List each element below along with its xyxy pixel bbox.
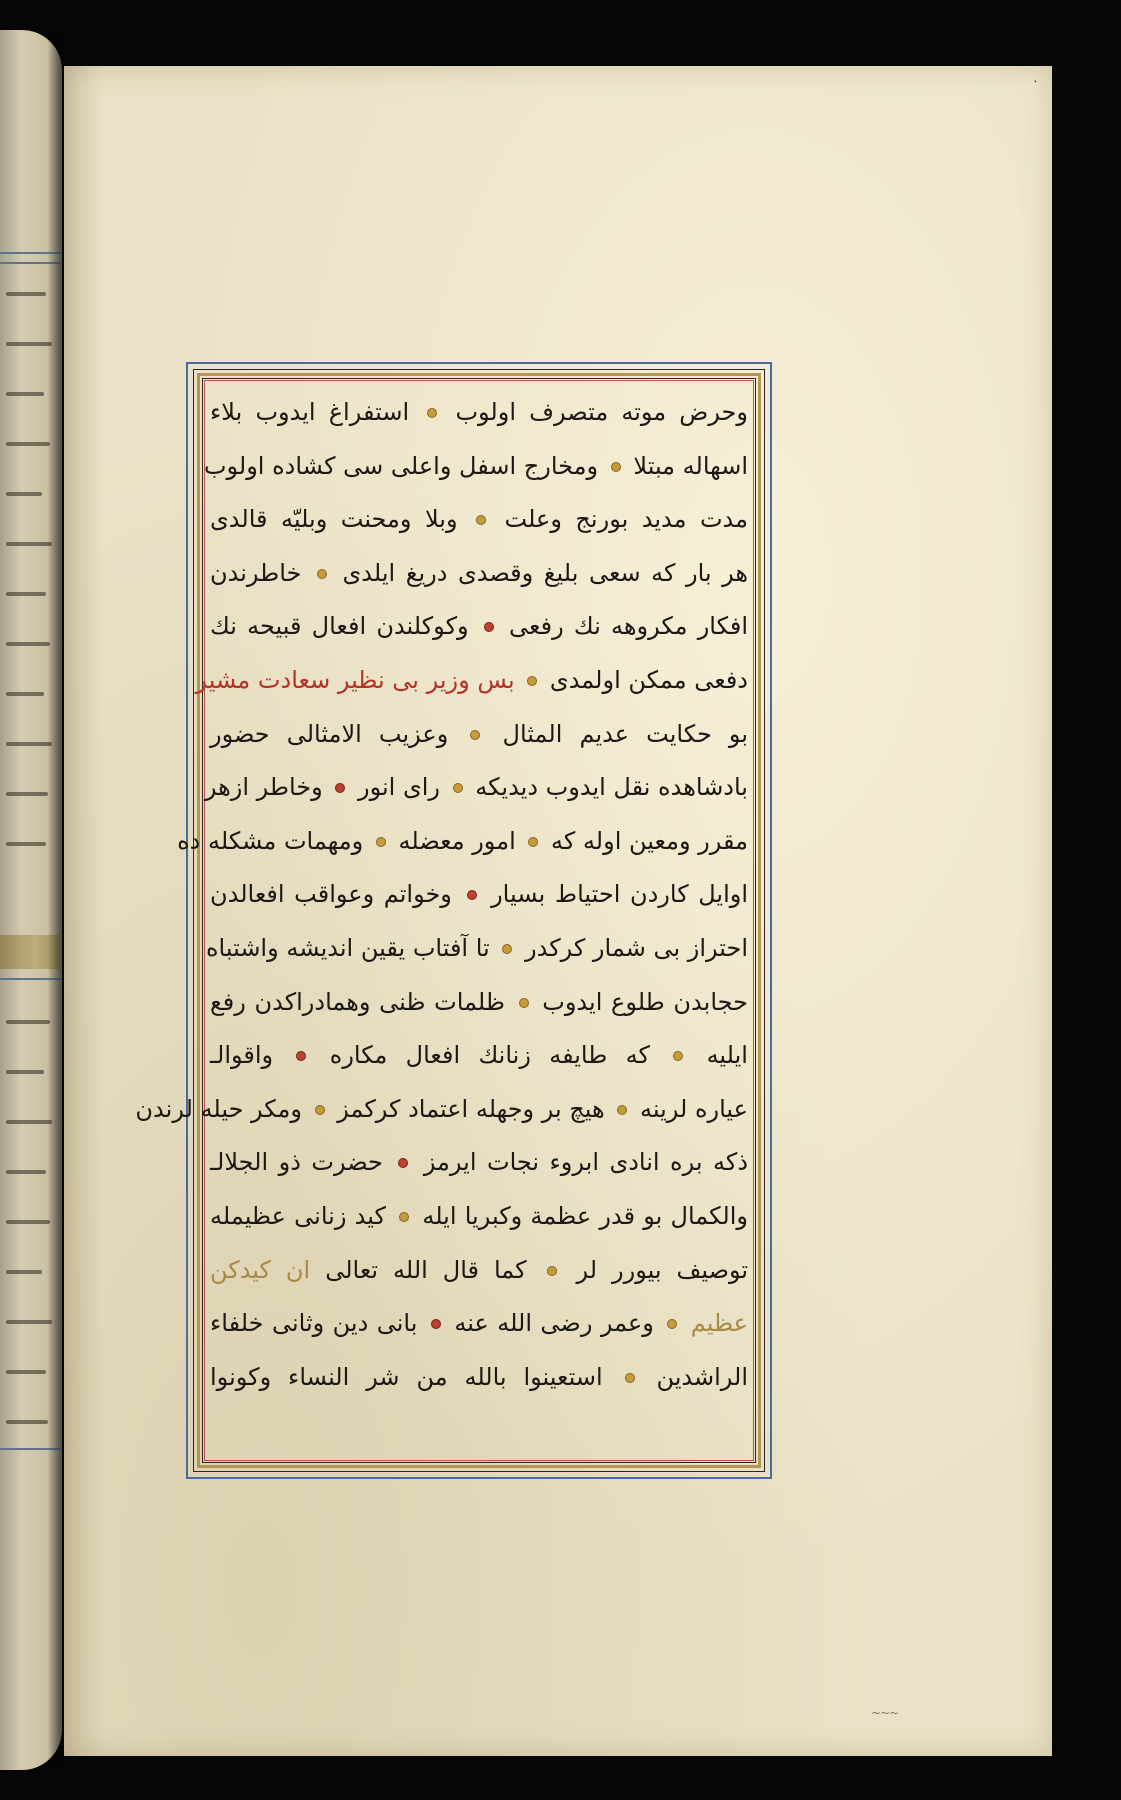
text-segment: كه طايفه زنانك افعال مكاره: [329, 1041, 650, 1070]
text-line: [210, 547, 748, 601]
text-segment: اسهاله مبتلا: [633, 451, 748, 480]
text-line: [210, 1190, 748, 1244]
verse-divider-dot: [467, 890, 477, 900]
text-segment: استفراغ ايدوب بلاء: [210, 398, 410, 426]
text-segment: افكار مكروهه نك رفعى: [509, 612, 748, 641]
text-segment: وعمر رضى الله عنه: [454, 1309, 654, 1338]
text-segment: ومخارج اسفل واعلى سى كشاده اولوب: [203, 451, 599, 480]
text-segment: بانى دين وثانى خلفاء: [210, 1309, 418, 1338]
verse-divider-dot: [528, 837, 538, 847]
text-fragment: [6, 292, 46, 296]
text-segment: عظيم: [690, 1309, 749, 1338]
text-line: [210, 976, 748, 1030]
text-segment: ظلمات ظنى وهمادراكدن رفع: [210, 987, 505, 1016]
text-segment: بادشاهده نقل ايدوب ديديكه: [475, 773, 748, 802]
verse-divider-dot: [453, 783, 463, 793]
page-gutter-shadow: [48, 30, 62, 1770]
text-segment: بو حكايت عديم المثال: [502, 719, 748, 748]
text-line: [210, 493, 748, 547]
text-segment: كما قال الله تعالى: [325, 1255, 527, 1284]
text-line: [135, 1083, 748, 1137]
verse-divider-dot: [502, 944, 512, 954]
text-line: [210, 386, 748, 440]
verse-divider-dot: [527, 676, 537, 686]
text-segment: ذكه بره انادى ابروء نجات ايرمز: [423, 1148, 749, 1177]
text-segment: وكوكلندن افعال قبيحه نك: [210, 612, 469, 641]
verse-divider-dot: [427, 408, 437, 418]
text-fragment: [6, 492, 42, 496]
text-segment: وخاطر ازهر: [204, 773, 323, 802]
text-segment: احتراز بى شمار كركدر: [525, 933, 748, 962]
text-fragment: [6, 792, 48, 796]
text-fragment: [6, 1020, 50, 1024]
text-segment: وعزيب الامثالى حضور: [210, 719, 449, 748]
text-segment: ومكر حيله لرندن: [135, 1094, 302, 1123]
text-line: [210, 600, 748, 654]
text-fragment: [6, 1320, 52, 1324]
text-block: [135, 386, 749, 1455]
text-segment: هر بار كه سعى بليغ وقصدى دريغ ايلدى: [342, 558, 749, 587]
verse-divider-dot: [376, 837, 386, 847]
verse-divider-dot: [611, 462, 621, 472]
text-segment: حضرت ذو الجلالـ: [210, 1148, 383, 1177]
text-segment: بس وزير بى نظير سعادت مشير: [195, 665, 515, 694]
text-fragment: [6, 1370, 46, 1374]
verse-divider-dot: [484, 622, 494, 632]
text-fragment: [6, 1270, 42, 1274]
verse-divider-dot: [673, 1051, 683, 1061]
text-line: [210, 708, 748, 762]
verse-divider-dot: [399, 1212, 409, 1222]
text-segment: ايليه: [706, 1041, 748, 1070]
verse-divider-dot: [470, 730, 480, 740]
text-fragment: [6, 1170, 46, 1174]
text-fragment: [6, 542, 52, 546]
text-line: [177, 815, 748, 869]
text-line: [210, 1351, 748, 1405]
text-segment: واقوالـ: [210, 1041, 274, 1070]
text-fragment: [6, 1220, 50, 1224]
text-segment: وخواتم وعواقب افعالدن: [210, 880, 452, 909]
text-fragment: [6, 1070, 44, 1074]
text-fragment: [6, 1420, 48, 1424]
verse-divider-dot: [315, 1105, 325, 1115]
text-segment: اوايل كاردن احتياط بسيار: [491, 880, 748, 909]
text-segment: راى انور: [357, 773, 440, 802]
text-segment: عياره لرينه: [639, 1094, 748, 1123]
verse-divider-dot: [547, 1266, 557, 1276]
verse-divider-dot: [519, 998, 529, 1008]
text-segment: الراشدين: [656, 1362, 748, 1391]
verse-divider-dot: [335, 783, 345, 793]
text-line: [205, 922, 748, 976]
text-segment: توصيف بيورر لر: [576, 1255, 749, 1284]
text-line: [195, 654, 748, 708]
text-fragment: [6, 392, 44, 396]
text-segment: امور معضله: [398, 826, 516, 855]
text-segment: استعينوا بالله من شر النساء وكونوا: [210, 1362, 603, 1391]
folio-number: ٠: [1032, 74, 1039, 89]
marginal-mark: ~~~: [871, 1706, 899, 1720]
text-segment: والكمال بو قدر عظمة وكبريا ايله: [422, 1201, 748, 1230]
verse-divider-dot: [625, 1373, 635, 1383]
previous-page-edge: [0, 30, 62, 1770]
text-segment: حجابدن طلوع ايدوب: [542, 987, 748, 1016]
verse-divider-dot: [431, 1319, 441, 1329]
verse-divider-dot: [398, 1158, 408, 1168]
manuscript-folio: [64, 66, 1052, 1756]
text-frame: [135, 362, 772, 1479]
text-fragment: [6, 692, 44, 696]
text-segment: خاطرندن: [210, 558, 302, 587]
text-fragment: [6, 1120, 52, 1124]
verse-divider-dot: [296, 1051, 306, 1061]
text-segment: تا آفتاب يقين انديشه واشتباه: [205, 933, 490, 962]
text-line: [210, 1297, 748, 1351]
text-segment: ومهمات مشكله ده: [177, 826, 364, 855]
text-segment: دفعى ممكن اولمدى: [549, 665, 748, 694]
text-line: [210, 1136, 748, 1190]
text-fragment: [6, 342, 52, 346]
text-line: [210, 1244, 748, 1298]
text-fragment: [6, 592, 46, 596]
text-line: [210, 1029, 748, 1083]
text-line: [210, 868, 748, 922]
text-fragment: [6, 742, 52, 746]
text-segment: مقرر ومعين اوله كه: [551, 826, 748, 855]
verse-divider-dot: [667, 1319, 677, 1329]
text-line: [203, 440, 748, 494]
verse-divider-dot: [617, 1105, 627, 1115]
text-segment: وبلا ومحنت وبليّه قالدى: [210, 505, 458, 534]
text-fragment: [6, 842, 46, 846]
text-segment: كيد زنانى عظيمله: [210, 1201, 386, 1230]
verse-divider-dot: [317, 569, 327, 579]
text-segment: ان كيدكن: [210, 1255, 311, 1284]
text-line: [204, 761, 748, 815]
text-fragment: [6, 642, 50, 646]
text-segment: مدت مديد بورنج وعلت: [504, 505, 748, 534]
text-fragment: [6, 442, 50, 446]
text-segment: هيچ بر وجهله اعتماد كركمز: [337, 1094, 605, 1123]
verse-divider-dot: [476, 515, 486, 525]
text-segment: وحرض موته متصرف اولوب: [455, 398, 748, 426]
